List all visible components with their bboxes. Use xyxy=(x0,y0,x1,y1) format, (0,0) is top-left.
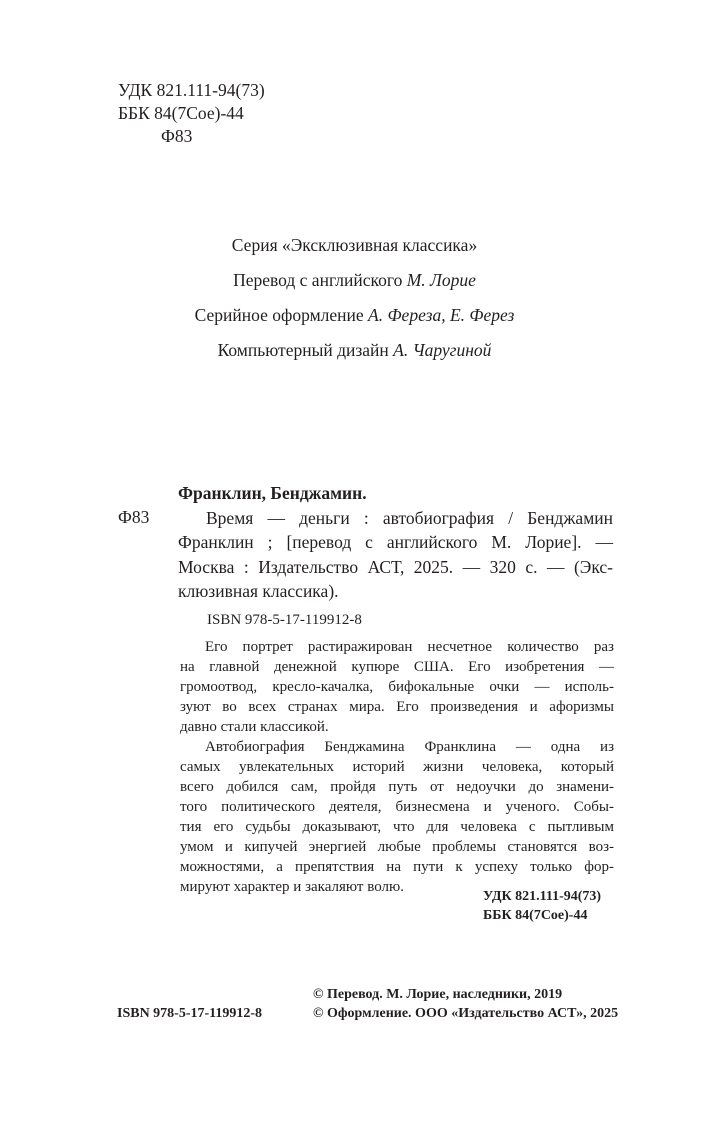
annotation-line: того политического деятеля, бизнесмена и ученого. Собы- xyxy=(180,799,614,815)
annotation-line: всего добился сам, пройдя путь от недоучки до знамени- xyxy=(180,779,614,795)
computer-design-label: Компьютерный дизайн xyxy=(217,340,389,360)
copyright-design: © Оформление. ООО «Издательство АСТ», 2025 xyxy=(313,1006,619,1021)
bibliographic-record xyxy=(178,481,613,604)
annotation xyxy=(180,637,614,897)
classification-repeat xyxy=(483,887,601,925)
annotation-line: мируют характер и закаляют волю. xyxy=(180,879,404,895)
computer-designer-name: А. Чаругиной xyxy=(393,340,492,360)
bibliographic-author-sign: Ф83 xyxy=(118,507,150,527)
annotation-line: на главной денежной купюре США. Его изобретения — xyxy=(180,659,614,675)
author-heading: Франклин, Бенджамин. xyxy=(178,483,367,503)
translator-name: М. Лорие xyxy=(406,270,476,290)
classification-block xyxy=(118,79,265,148)
annotation-line: можностями, а препятствия на пути к успеху только фор- xyxy=(180,859,614,875)
annotation-line: давно стали классикой. xyxy=(180,719,329,735)
series-designer-names: А. Фереза, Е. Ферез xyxy=(368,305,515,325)
translation-line xyxy=(0,263,709,298)
copyright-block xyxy=(313,985,618,1023)
annotation-line: зуют во всех странах мира. Его произведения и афоризмы xyxy=(180,699,614,715)
series-design-line xyxy=(0,298,709,333)
isbn-record: ISBN 978-5-17-119912-8 xyxy=(207,612,362,628)
description-line: Время — деньги : автобиография / Бенджамин xyxy=(206,507,613,528)
computer-design-line xyxy=(0,333,709,368)
annotation-line: тия его судьбы доказывают, что для человека с пытливым xyxy=(180,819,614,835)
copyright-translation: © Перевод. М. Лорие, наследники, 2019 xyxy=(313,987,563,1002)
translation-label: Перевод с английского xyxy=(233,270,403,290)
bbk-code: ББК 84(7Сое)-44 xyxy=(118,103,244,123)
udk-code: УДК 821.111-94(73) xyxy=(118,80,265,100)
description-line: клюзивная классика). xyxy=(178,581,339,601)
author-sign: Ф83 xyxy=(161,126,193,146)
series-design-label: Серийное оформление xyxy=(194,305,364,325)
annotation-line: самых увлекательных историй жизни человека, который xyxy=(180,759,614,775)
description-line: Франклин ; [перевод с английского М. Лорие]. — xyxy=(178,532,613,552)
description-line: Москва : Издательство АСТ, 2025. — 320 с. — (Экс- xyxy=(178,556,613,577)
credits-block xyxy=(0,228,709,368)
annotation-line: Автобиография Бенджамина Франклина — одна из xyxy=(205,739,614,755)
isbn-footer: ISBN 978-5-17-119912-8 xyxy=(117,1006,263,1021)
annotation-line: Его портрет растиражирован несчетное количество раз xyxy=(205,639,614,655)
bbk-code-repeat: ББК 84(7Сое)-44 xyxy=(483,908,588,923)
annotation-line: громоотвод, кресло-качалка, бифокальные очки — исполь- xyxy=(180,679,614,695)
annotation-line: умом и кипучей энергией любые проблемы становятся воз- xyxy=(180,839,614,855)
series-line: Серия «Эксклюзивная классика» xyxy=(231,235,478,255)
bibliographic-description xyxy=(178,506,613,604)
udk-code-repeat: УДК 821.111-94(73) xyxy=(483,889,602,904)
